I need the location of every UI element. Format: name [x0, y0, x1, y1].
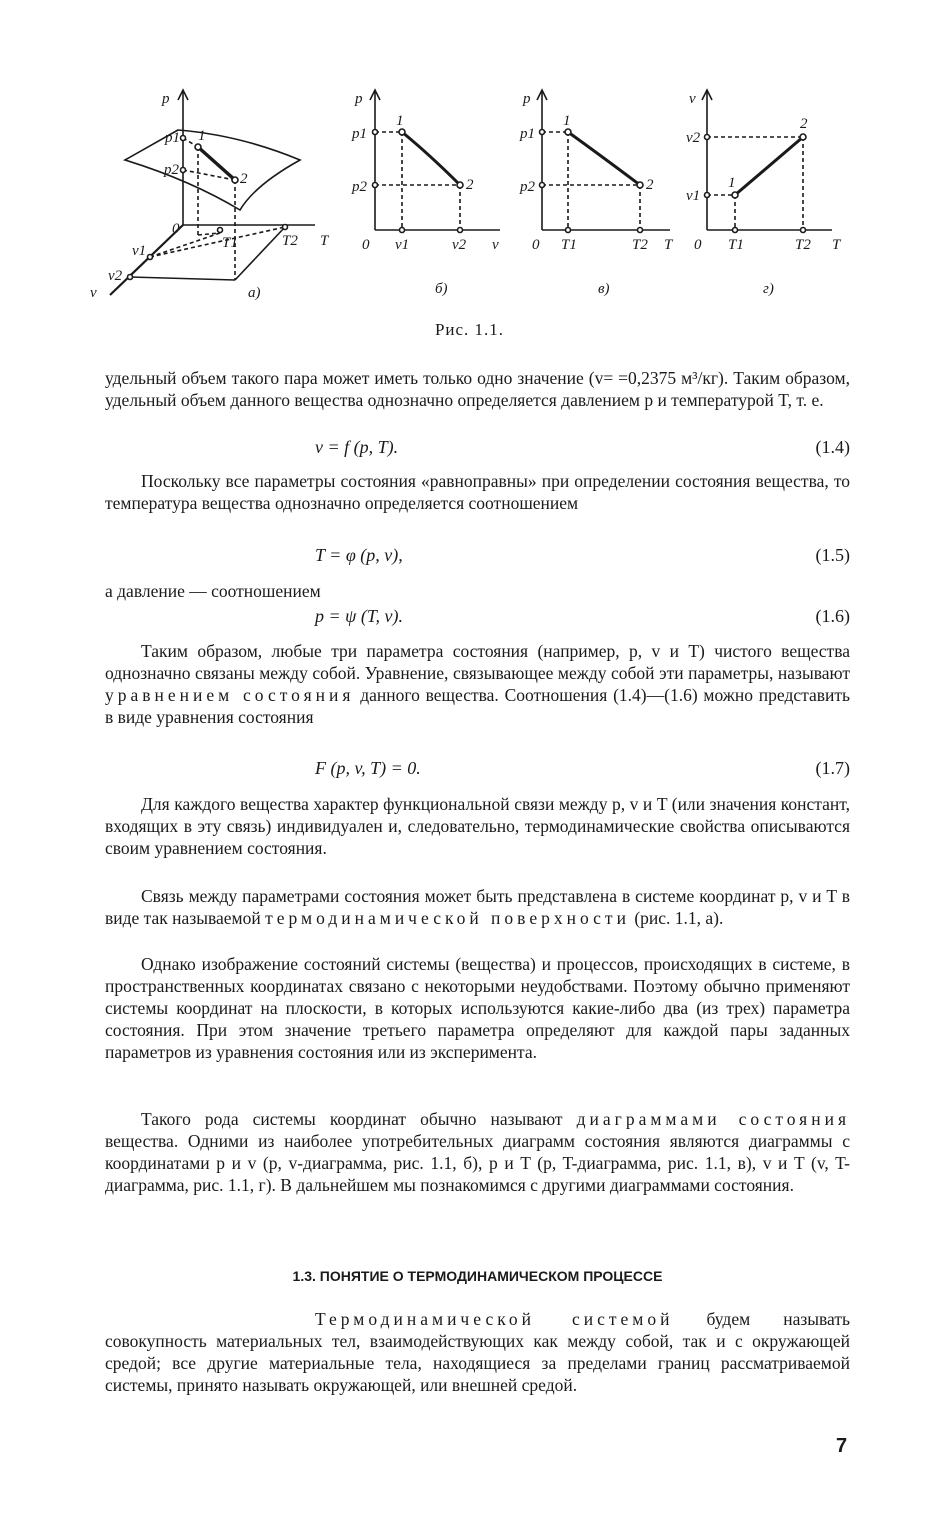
- equation-1-4-formula: v = f (p, T).: [315, 437, 399, 457]
- paragraph-3: а давление — соотношением: [105, 581, 321, 601]
- a-label-v: v: [90, 285, 97, 301]
- paragraph-2: Поскольку все параметры состояния «равноправны» при определении состояния вещества, то температура вещества однозначно определяется соотношением: [105, 471, 850, 513]
- a-label-v1: v1: [132, 243, 147, 259]
- c-label-y: p: [523, 91, 531, 107]
- d-label-x: T: [832, 237, 841, 253]
- b-label-x1: v1: [395, 237, 410, 253]
- paragraph-8: [105, 1108, 850, 1196]
- b-label-x: v: [492, 237, 499, 253]
- a-label-p: p: [162, 91, 170, 107]
- d-x1-mark: [733, 228, 738, 233]
- paragraph-8-part-a: Такого рода системы координат обычно называют: [141, 1109, 563, 1129]
- equation-1-5: [105, 545, 850, 569]
- b-y1-mark: [373, 130, 378, 135]
- paragraph-8-part-c: вещества. Одними из наиболее употребительных диаграмм состояния являются диаграммы с координатами p и v (p, v-диаграмма, рис. 1.1, б), p и T (p, T-диаграмма, рис. 1.1, в), v и T (v, T-диаграмма, рис. 1.1, г). В дальнейшем мы познакомимся с другими диаграммами состояния.: [105, 1131, 850, 1195]
- a-label-origin: 0: [172, 221, 180, 237]
- c-x1-mark: [566, 228, 571, 233]
- a-T2-mark: [283, 225, 288, 230]
- d-label-origin: 0: [694, 237, 702, 253]
- a-surface: [125, 130, 300, 210]
- paragraph-9: [105, 1308, 850, 1396]
- paragraph-4-part-c: данного вещества. Соотношения (1.4)—(1.6) можно представить в виде уравнения состояния: [105, 685, 851, 727]
- d-label-y1: v2: [686, 130, 701, 146]
- c-label-origin: 0: [532, 237, 540, 253]
- a-label-pt1: 1: [198, 128, 206, 144]
- b-y2-mark: [373, 183, 378, 188]
- a-label-p1: p1: [165, 130, 180, 146]
- d-sub-label: г): [763, 281, 774, 297]
- figure-1-1: [80, 75, 860, 345]
- d-label-y2: v1: [686, 188, 701, 204]
- figure-diagrams: [80, 75, 860, 315]
- d-line: [735, 137, 803, 195]
- term-state-equation: уравнением состояния: [105, 685, 355, 705]
- paragraph-6-part-a: Связь между параметрами состояния может быть представлена в системе координат p, v и T в виде так называемой: [105, 886, 850, 928]
- d-label-pt1: 1: [728, 175, 736, 191]
- paragraph-6-part-c: (рис. 1.1, а).: [634, 908, 724, 928]
- paragraph-4: [105, 640, 850, 728]
- b-label-y: p: [355, 91, 363, 107]
- c-label-y2: p2: [520, 179, 535, 195]
- c-y2-mark: [540, 183, 545, 188]
- d-y2-mark: [705, 193, 710, 198]
- equation-1-5-number: (1.5): [815, 545, 850, 565]
- equation-1-6: [105, 606, 850, 630]
- paragraph-1: удельный объем такого пара может иметь только одно значение (v= =0,2375 м³/кг). Таким образом, удельный объем данного вещества однозначно определяется давлением p и температурой T, т. е.: [105, 368, 850, 410]
- term-thermodynamic-system: Термодинамической системой: [315, 1309, 674, 1329]
- a-process-line: [198, 147, 235, 180]
- paragraph-6: [105, 885, 850, 929]
- c-label-y1: p1: [520, 126, 535, 142]
- a-dash: [235, 227, 285, 280]
- paragraph-4-part-a: Таким образом, любые три параметра состояния (например, p, v и T) чистого вещества однозначно связаны между собой. Уравнение, связывающее между собой эти параметры, называют: [105, 641, 850, 683]
- b-point-2: [457, 182, 463, 188]
- b-label-pt2: 2: [466, 177, 474, 193]
- c-point-1: [565, 129, 571, 135]
- a-point-1: [195, 144, 201, 150]
- a-label-T2: T2: [282, 233, 298, 249]
- c-y1-mark: [540, 130, 545, 135]
- a-sub-label: а): [248, 285, 261, 301]
- d-label-y: v: [689, 91, 696, 107]
- c-label-x2: T2: [632, 237, 648, 253]
- b-label-y2: p2: [352, 179, 367, 195]
- b-x1-mark: [400, 228, 405, 233]
- d-point-2: [800, 134, 806, 140]
- b-curve: [402, 132, 460, 185]
- b-x2-mark: [458, 228, 463, 233]
- d-label-x2: T2: [795, 237, 811, 253]
- equation-1-4-number: (1.4): [815, 437, 850, 457]
- equation-1-7-number: (1.7): [815, 758, 850, 778]
- equation-1-7-formula: F (p, v, T) = 0.: [315, 758, 421, 778]
- a-label-T: T: [320, 233, 329, 249]
- a-p1-mark: [181, 136, 186, 141]
- c-x2-mark: [638, 228, 643, 233]
- b-label-pt1: 1: [396, 113, 404, 129]
- d-x2-mark: [801, 228, 806, 233]
- d-label-x1: T1: [728, 237, 744, 253]
- equation-1-7: [105, 758, 850, 782]
- a-label-pt2: 2: [240, 171, 248, 187]
- equation-1-6-formula: p = ψ (T, v).: [315, 606, 403, 626]
- equation-1-4: [105, 437, 850, 461]
- equation-1-5-formula: T = φ (p, v),: [315, 545, 403, 565]
- a-label-T1: T1: [222, 235, 238, 251]
- c-curve: [568, 132, 640, 185]
- page-number: 7: [836, 1435, 848, 1457]
- a-point-2: [232, 177, 238, 183]
- b-label-origin: 0: [362, 237, 370, 253]
- d-y1-mark: [705, 135, 710, 140]
- section-heading: 1.3. ПОНЯТИЕ О ТЕРМОДИНАМИЧЕСКОМ ПРОЦЕССЕ: [292, 1268, 663, 1284]
- b-label-y1: p1: [352, 126, 367, 142]
- paragraph-5: Для каждого вещества характер функциональной связи между p, v и T (или значения констант, входящих в эту связь) индивидуален и, следовательно, термодинамические свойства описываются своим уравнением состояния.: [105, 794, 850, 858]
- b-point-1: [399, 129, 405, 135]
- a-T1-mark: [218, 228, 223, 233]
- equation-1-6-number: (1.6): [815, 606, 850, 626]
- a-label-v2: v2: [108, 268, 123, 284]
- term-thermodynamic-surface: термодинамической поверхности: [265, 908, 630, 928]
- figure-caption: Рис. 1.1.: [434, 320, 505, 339]
- paragraph-7: Однако изображение состояний системы (вещества) и процессов, происходящих в системе, в пространственных координатах связано с некоторыми неудобствами. Поэтому обычно применяют системы координат на плоскости, в которых используются какие-либо два (из трех) параметра состояния. При этом значение третьего параметра определяют для каждой пары заданных параметров из уравнения состояния или из эксперимента.: [105, 954, 850, 1062]
- a-dash: [150, 233, 220, 257]
- term-state-diagrams: диаграммами состояния: [576, 1109, 851, 1129]
- d-point-1: [732, 192, 738, 198]
- c-point-2: [637, 182, 643, 188]
- paragraph-9-part-b: будем называть совокупность материальных тел, взаимодействующих как между собой, так и с окружающей средой; все другие материальные тела, находящиеся за пределами границ рассматриваемой системы, принято называть окружающей, или внешней средой.: [105, 1309, 850, 1395]
- c-label-x1: T1: [561, 237, 577, 253]
- c-label-pt2: 2: [646, 177, 654, 193]
- b-sub-label: б): [435, 281, 448, 297]
- a-v2-mark: [128, 275, 133, 280]
- a-v1-mark: [148, 255, 153, 260]
- a-p2-mark: [181, 168, 186, 173]
- d-label-pt2: 2: [800, 116, 808, 132]
- c-sub-label: в): [598, 281, 610, 297]
- a-dash: [130, 277, 235, 280]
- c-label-x: T: [664, 237, 673, 253]
- b-label-x2: v2: [452, 237, 467, 253]
- c-label-pt1: 1: [563, 113, 571, 129]
- a-label-p2: p2: [164, 162, 179, 178]
